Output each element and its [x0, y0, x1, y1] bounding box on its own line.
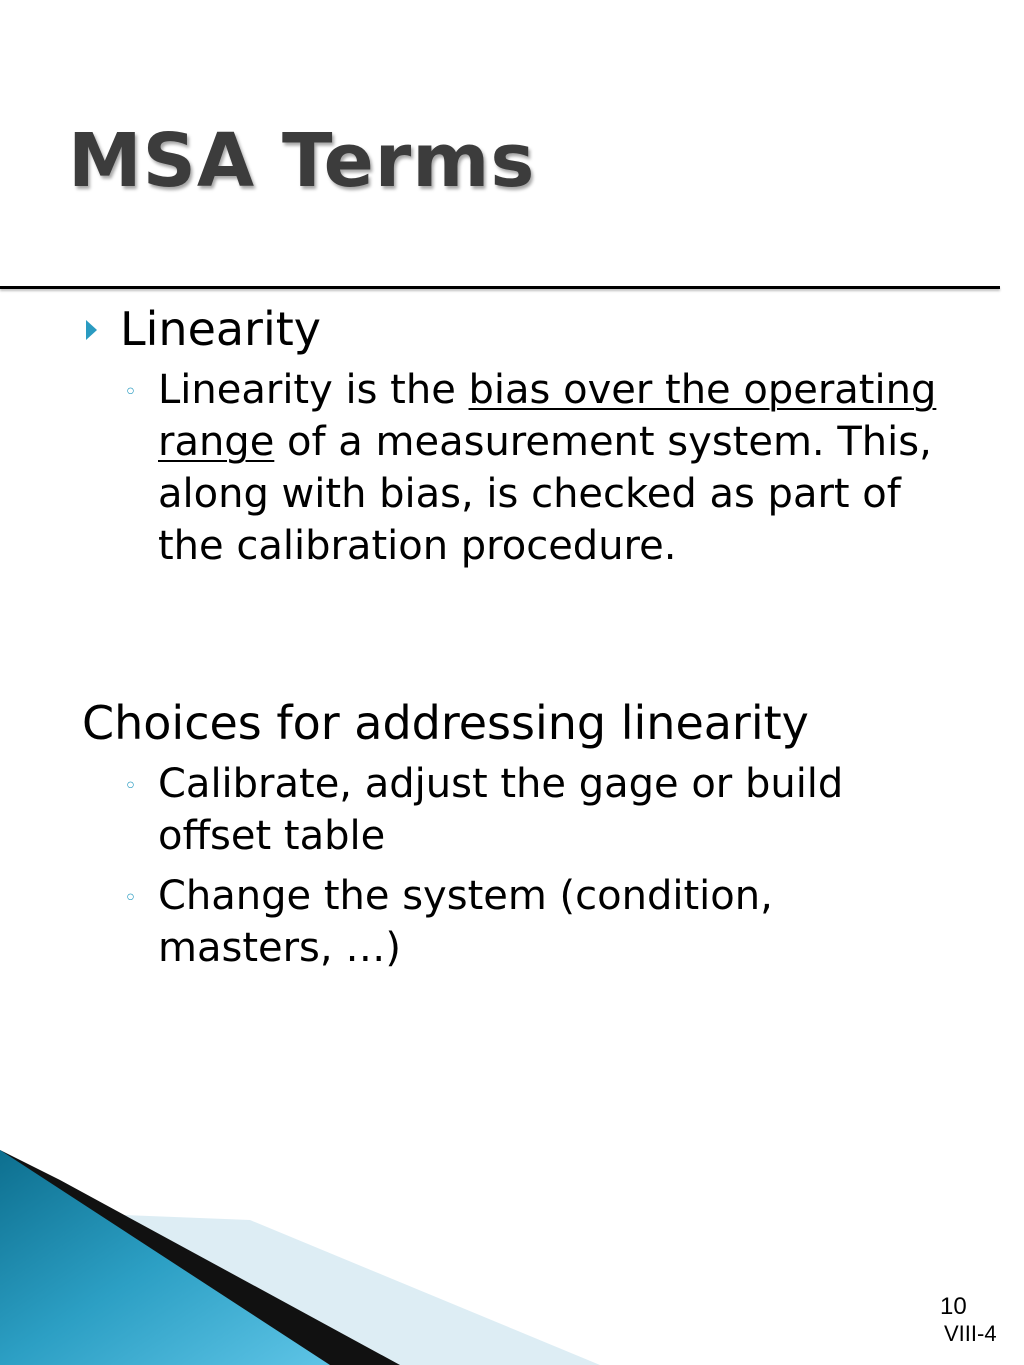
definition-text-c: of a measurement system. This, along with bias, is checked as part of the calibration procedure. [158, 419, 932, 569]
corner-decoration [0, 1140, 620, 1365]
choices-heading: Choices for addressing linearity [82, 696, 809, 750]
sub-bullet-circle-icon: ◦ [124, 774, 137, 799]
linearity-definition [158, 364, 958, 572]
bullet-linearity: Linearity [120, 302, 322, 356]
definition-text-a: Linearity is the [158, 367, 469, 413]
choice-calibrate: Calibrate, adjust the gage or build offset table [158, 761, 844, 859]
definition-underlined: bias over the operating range [158, 367, 937, 465]
page-number: 10 [940, 1293, 967, 1320]
slide-title: MSA Terms [68, 118, 536, 204]
sub-bullet-circle-icon: ◦ [124, 380, 137, 405]
section-code: VIII-4 [944, 1321, 997, 1346]
choice-change-system: Change the system (condition, masters, …) [158, 873, 773, 971]
title-divider [0, 286, 1000, 289]
bullet-arrow-icon [86, 320, 97, 340]
sub-bullet-circle-icon: ◦ [124, 886, 137, 911]
